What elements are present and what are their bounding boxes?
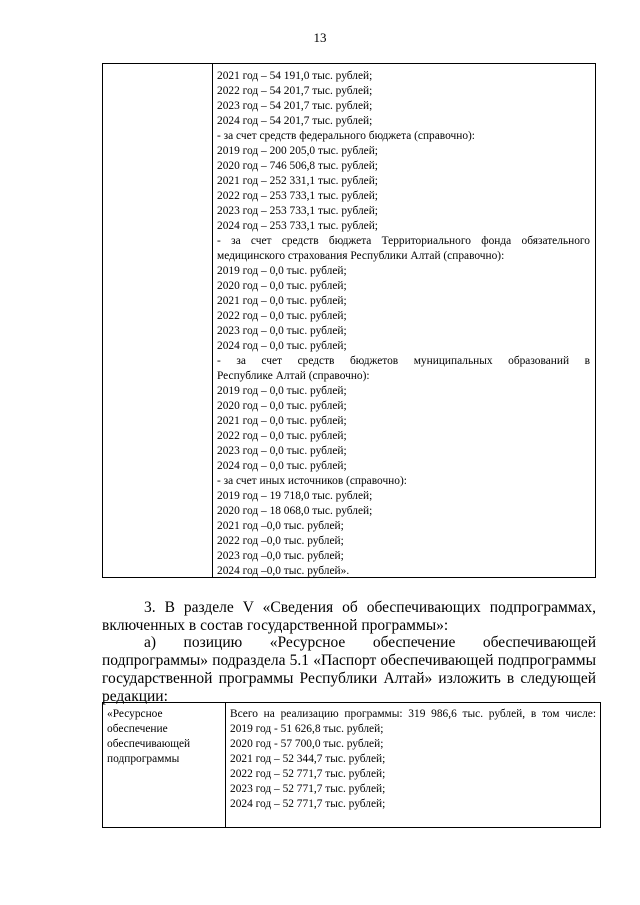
section-v-paragraph [102, 599, 596, 635]
funding-line: - за счет средств бюджетов муниципальных образований в [217, 355, 590, 367]
label-line: «Ресурсное [107, 708, 163, 720]
paragraph-line: подпрограммы» подраздела 5.1 «Паспорт обеспечивающей подпрограммы [102, 652, 596, 669]
item-a-paragraph [102, 634, 596, 706]
funding-line: 2023 год – 0,0 тыс. рублей; [217, 325, 347, 337]
funding-line: 2021 год –0,0 тыс. рублей; [217, 520, 344, 532]
funding-year-line: 2019 год - 51 626,8 тыс. рублей; [230, 723, 384, 735]
funding-year-line: 2020 год - 57 700,0 тыс. рублей; [230, 738, 384, 750]
funding-line: 2023 год –0,0 тыс. рублей; [217, 550, 344, 562]
funding-line: 2024 год – 0,0 тыс. рублей; [217, 460, 347, 472]
resource-label-cell [107, 707, 221, 767]
paragraph-line: государственной программы Республики Алтай» изложить в следующей [102, 670, 596, 687]
funding-line: 2020 год – 0,0 тыс. рублей; [217, 400, 347, 412]
table-column-divider [225, 703, 226, 827]
funding-line: 2021 год – 0,0 тыс. рублей; [217, 415, 347, 427]
funding-year-line: 2022 год – 52 771,7 тыс. рублей; [230, 768, 386, 780]
funding-line: 2019 год – 0,0 тыс. рублей; [217, 265, 347, 277]
label-line: обеспечение [107, 723, 168, 735]
funding-table-continued [102, 63, 596, 578]
funding-line: 2022 год – 0,0 тыс. рублей; [217, 430, 347, 442]
funding-line: - за счет средств федерального бюджета (справочно): [217, 130, 475, 142]
funding-line: 2024 год – 253 733,1 тыс. рублей; [217, 220, 378, 232]
funding-line: 2023 год – 0,0 тыс. рублей; [217, 445, 347, 457]
funding-line: 2020 год – 746 506,8 тыс. рублей; [217, 160, 378, 172]
funding-line: 2022 год – 253 733,1 тыс. рублей; [217, 190, 378, 202]
funding-year-line: 2021 год – 52 344,7 тыс. рублей; [230, 753, 386, 765]
funding-line: 2024 год – 0,0 тыс. рублей; [217, 340, 347, 352]
funding-line: - за счет иных источников (справочно): [217, 475, 407, 487]
funding-line: 2024 год –0,0 тыс. рублей». [217, 565, 350, 577]
paragraph-line: включенных в состав государственной программы»: [102, 617, 449, 634]
funding-line: 2024 год – 54 201,7 тыс. рублей; [217, 115, 373, 127]
funding-year-line: 2023 год – 52 771,7 тыс. рублей; [230, 783, 386, 795]
funding-line: 2019 год – 19 718,0 тыс. рублей; [217, 490, 373, 502]
funding-line: 2022 год – 54 201,7 тыс. рублей; [217, 85, 373, 97]
funding-line: медицинского страхования Республики Алтай (справочно): [217, 250, 505, 262]
funding-total-text: Всего на реализацию программы: 319 986,6 тыс. рублей, в том числе: [230, 708, 596, 720]
resource-value-cell [230, 707, 596, 812]
funding-line: 2023 год – 253 733,1 тыс. рублей; [217, 205, 378, 217]
funding-details-cell [217, 69, 590, 579]
funding-line: 2020 год – 18 068,0 тыс. рублей; [217, 505, 373, 517]
page-number: 13 [313, 30, 327, 45]
funding-line: 2021 год – 252 331,1 тыс. рублей; [217, 175, 378, 187]
funding-year-line: 2024 год – 52 771,7 тыс. рублей; [230, 798, 386, 810]
table-column-divider [212, 64, 213, 577]
label-line: обеспечивающей [107, 738, 191, 750]
paragraph-line: 3. В разделе V «Сведения об обеспечивающих подпрограммах, [144, 599, 596, 616]
funding-line: 2019 год – 0,0 тыс. рублей; [217, 385, 347, 397]
funding-line: Республике Алтай (справочно): [217, 370, 370, 382]
funding-line: 2019 год – 200 205,0 тыс. рублей; [217, 145, 378, 157]
funding-line: 2021 год – 54 191,0 тыс. рублей; [217, 70, 373, 82]
funding-line: 2023 год – 54 201,7 тыс. рублей; [217, 100, 373, 112]
funding-line: 2022 год –0,0 тыс. рублей; [217, 535, 344, 547]
paragraph-line: а) позицию «Ресурсное обеспечение обеспечивающей [144, 634, 596, 651]
funding-line: 2020 год – 0,0 тыс. рублей; [217, 280, 347, 292]
funding-line: - за счет средств бюджета Территориального фонда обязательного [217, 235, 590, 247]
funding-line: 2022 год – 0,0 тыс. рублей; [217, 310, 347, 322]
resource-provision-table [102, 702, 601, 828]
label-line: подпрограммы [107, 753, 180, 765]
funding-line: 2021 год – 0,0 тыс. рублей; [217, 295, 347, 307]
paragraph-line: редакции: [102, 688, 168, 705]
